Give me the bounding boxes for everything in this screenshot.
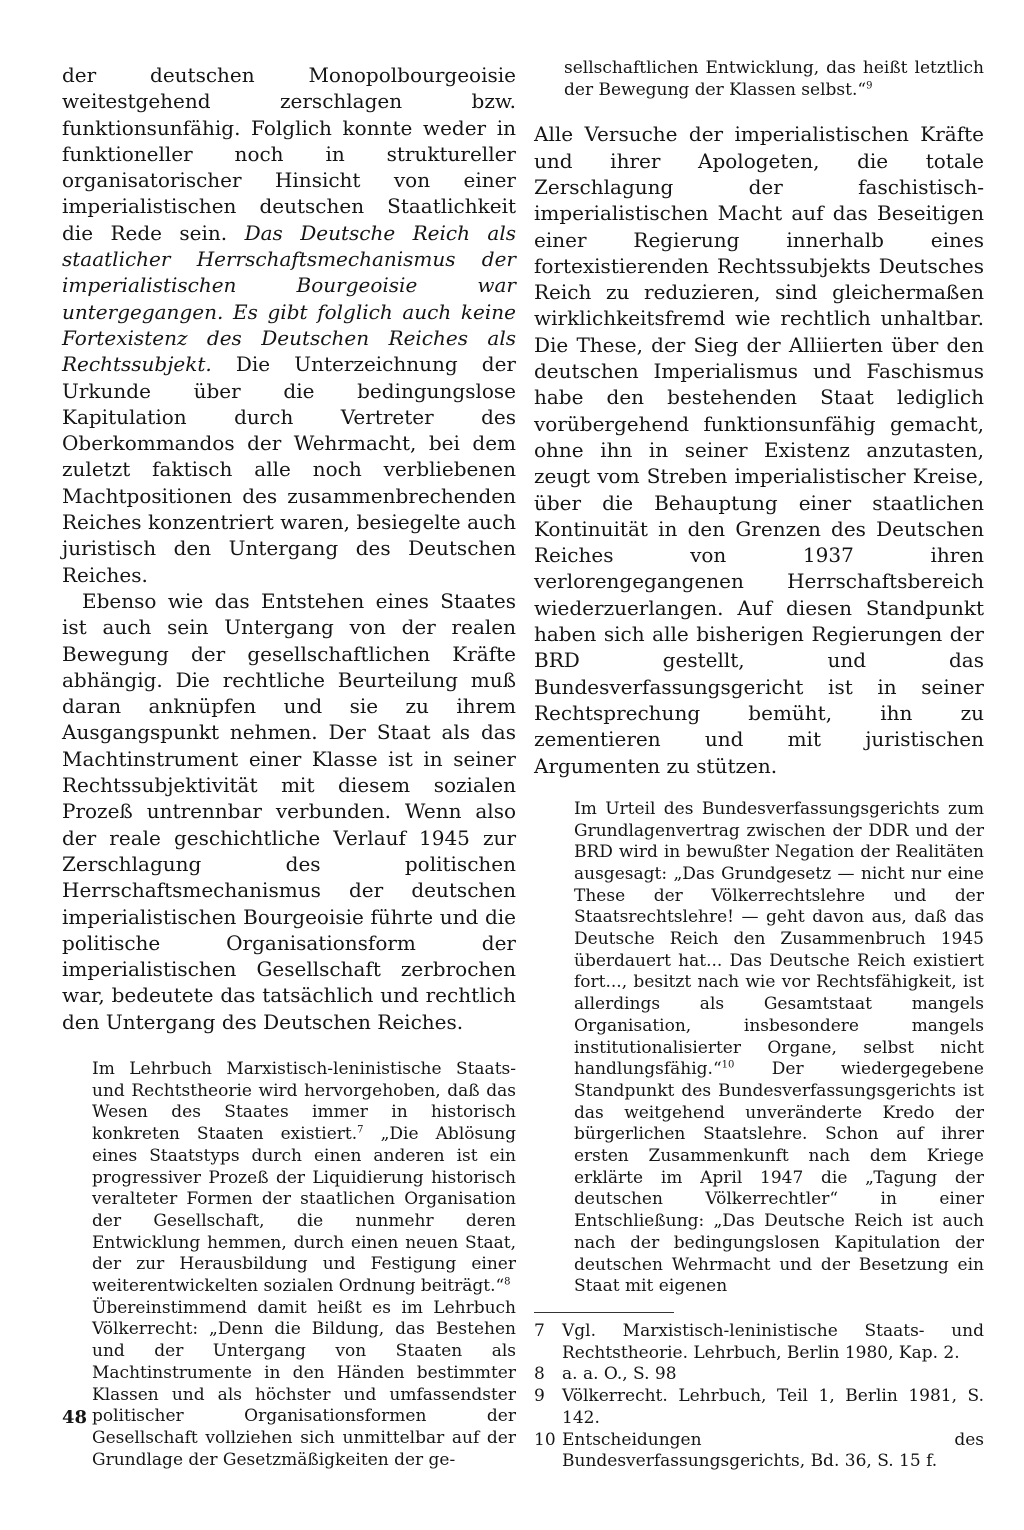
footnote [534,1321,984,1364]
block-quote [574,799,984,1298]
quote-text: sellschaftlichen Entwicklung, das heißt letztlich der Bewegung der Klassen selbst.“ [564,58,984,100]
footnote-ref: 9 [866,80,873,92]
right-column [534,58,984,1473]
quote-paragraph [92,1059,516,1298]
footnote-number: 7 [534,1321,545,1341]
footnote-text: Entscheidungen des Bundesverfassungsgerichts, Bd. 36, S. 15 f. [562,1429,984,1472]
quote-text: Der wiedergegebene Standpunkt des Bundesverfassungsgerichts ist das weitgehend unveränderte Kredo der bürgerlichen Staatslehre. Schon auf ihrer ersten Zusammenkunft nach dem Kriege erklärte im April 1947 die „Tagung der deutschen Völkerrechtler“ in einer Entschließung: „Das Deutsche Reich ist auch nach der bedingungslosen Kapitulation der deutschen Wehrmacht und der Besetzung ein Staat mit eigenen [574,1059,984,1297]
footnote-ref: 10 [721,1059,735,1071]
body-paragraph: Alle Versuche der imperialistischen Kräfte und ihrer Apologeten, die totale Zerschlagung der faschistisch-imperialistischen Macht auf das Beseitigen einer Regierung innerhalb eines fortexistierenden Rechtssubjekts Deutsches Reich zu reduzieren, sind gleichermaßen wirklichkeitsfremd wie rechtlich unhaltbar. Die These, der Sieg der Alliierten über den deutschen Imperialismus und Faschismus habe den bestehenden Staat lediglich vorübergehend funktionsunfähig gemacht, ohne ihn in seiner Existenz anzutasten, zeugt vom Streben imperialistischer Kreise, über die Behauptung einer staatlichen Kontinuität in den Grenzen des Deutschen Reiches von 1937 ihren verlorengegangenen Herrschaftsbereich wiederzuerlangen. Auf diesen Standpunkt haben sich alle bisherigen Regierungen der BRD gestellt, und das Bundesverfassungsgericht ist in seiner Rechtsprechung bemüht, ihn zu zementieren und mit juristischen Argumenten zu stützen. [534,122,984,778]
quote-text: Im Urteil des Bundesverfassungsgerichts zum Grundlagenvertrag zwischen der DDR und der BRD wird in bewußter Negation der Realitäten ausgesagt: „Das Grundgesetz — nicht nur eine These der Völkerrechtslehre und der Staatsrechtslehre! — geht davon aus, daß das Deutsche Reich den Zusammenbruch 1945 überdauert hat... Das Deutsche Reich existiert fort..., besitzt nach wie vor Rechtsfähigkeit, ist allerdings als Gesamtstaat mangels Organisation, insbesondere mangels institutionalisierter Organe, selbst nicht handlungsfähig.“ [574,798,984,1080]
footnote-divider [534,1312,674,1313]
footnote-number: 10 [534,1429,556,1450]
footnote-text: Völkerrecht. Lehrbuch, Teil 1, Berlin 1981, S. 142. [562,1386,984,1428]
body-paragraph [62,62,516,588]
footnote-ref: 8 [504,1276,511,1288]
emphasized-text: Das Deutsche Reich als staatlicher Herrschaftsmechanismus der imperialistischen Bourgeoisie war untergegangen. Es gibt folglich auch keine Fortexistenz des Deutschen Reiches als Rechtssubjekt. [62,220,516,377]
footnote-ref: 7 [357,1124,364,1136]
paragraph-text: der deutschen Monopolbourgeoisie weitestgehend zerschlagen bzw. funktionsunfähig. Folglich konnte weder in funktioneller noch in struktureller organisatorischer Hinsicht von einer imperialistischen deutschen Staatlichkeit die Rede sein. [62,63,516,245]
quote-paragraph [574,799,984,1298]
quote-continuation [564,58,984,101]
left-column [62,62,516,1471]
quote-text: Im Lehrbuch Marxistisch-leninistische Staats- und Rechtstheorie wird hervorgehoben, daß das Wesen des Staates immer in historisch konkreten Staaten existiert. [92,1058,516,1145]
footnote-text: Vgl. Marxistisch-leninistische Staats- und Rechtstheorie. Lehrbuch, Berlin 1980, Kap. 2. [562,1321,984,1363]
page-number: 48 [62,1407,88,1428]
footnote [534,1364,984,1386]
quote-text: „Die Ablösung eines Staatstyps durch einen anderen ist ein progressiver Prozeß der Liquidierung historisch veralteter Formen der staatlichen Organisation der Gesellschaft, die nunmehr deren Entwicklung hemmen, durch einen neuen Staat, der zur Herausbildung und Festigung einer weiterentwickelten sozialen Ordnung beiträgt.“ [92,1124,516,1297]
footnote [534,1386,984,1429]
footnote-number: 8 [534,1364,545,1385]
quote-paragraph: Übereinstimmend damit heißt es im Lehrbuch Völkerrecht: „Denn die Bildung, das Bestehen und der Untergang von Staaten als Machtinstrumente in den Händen bestimmter Klassen und als höchster und umfassendster politischer Organisationsformen der Gesellschaft vollziehen sich unmittelbar auf der Grundlage der Gesetzmäßigkeiten der ge- [92,1297,516,1470]
footnote-text: a. a. O., S. 98 [562,1364,677,1385]
paragraph-text: Die Unterzeichnung der Urkunde über die bedingungslose Kapitulation durch Vertreter des Oberkommandos der Wehrmacht, bei dem zuletzt faktisch alle noch verbliebenen Machtpositionen des zusammenbrechenden Reiches konzentriert waren, besiegelte auch juristisch den Untergang des Deutschen Reiches. [62,352,516,587]
footnotes [534,1321,984,1473]
block-quote [92,1059,516,1471]
footnote [534,1430,984,1473]
body-paragraph: Ebenso wie das Entstehen eines Staates ist auch sein Untergang von der realen Bewegung der gesellschaftlichen Kräfte abhängig. Die rechtliche Beurteilung muß daran anknüpfen und sie zu ihrem Ausgangspunkt nehmen. Der Staat als das Machtinstrument einer Klasse ist in seiner Rechtssubjektivität mit diesem sozialen Prozeß untrennbar verbunden. Wenn also der reale geschichtliche Verlauf 1945 zur Zerschlagung des politischen Herrschaftsmechanismus der deutschen imperialistischen Bourgeoisie führte und die politische Organisationsform der imperialistischen Gesellschaft zerbrochen war, bedeutete das tatsächlich und rechtlich den Untergang des Deutschen Reiches. [62,588,516,1034]
footnote-number: 9 [534,1386,545,1407]
